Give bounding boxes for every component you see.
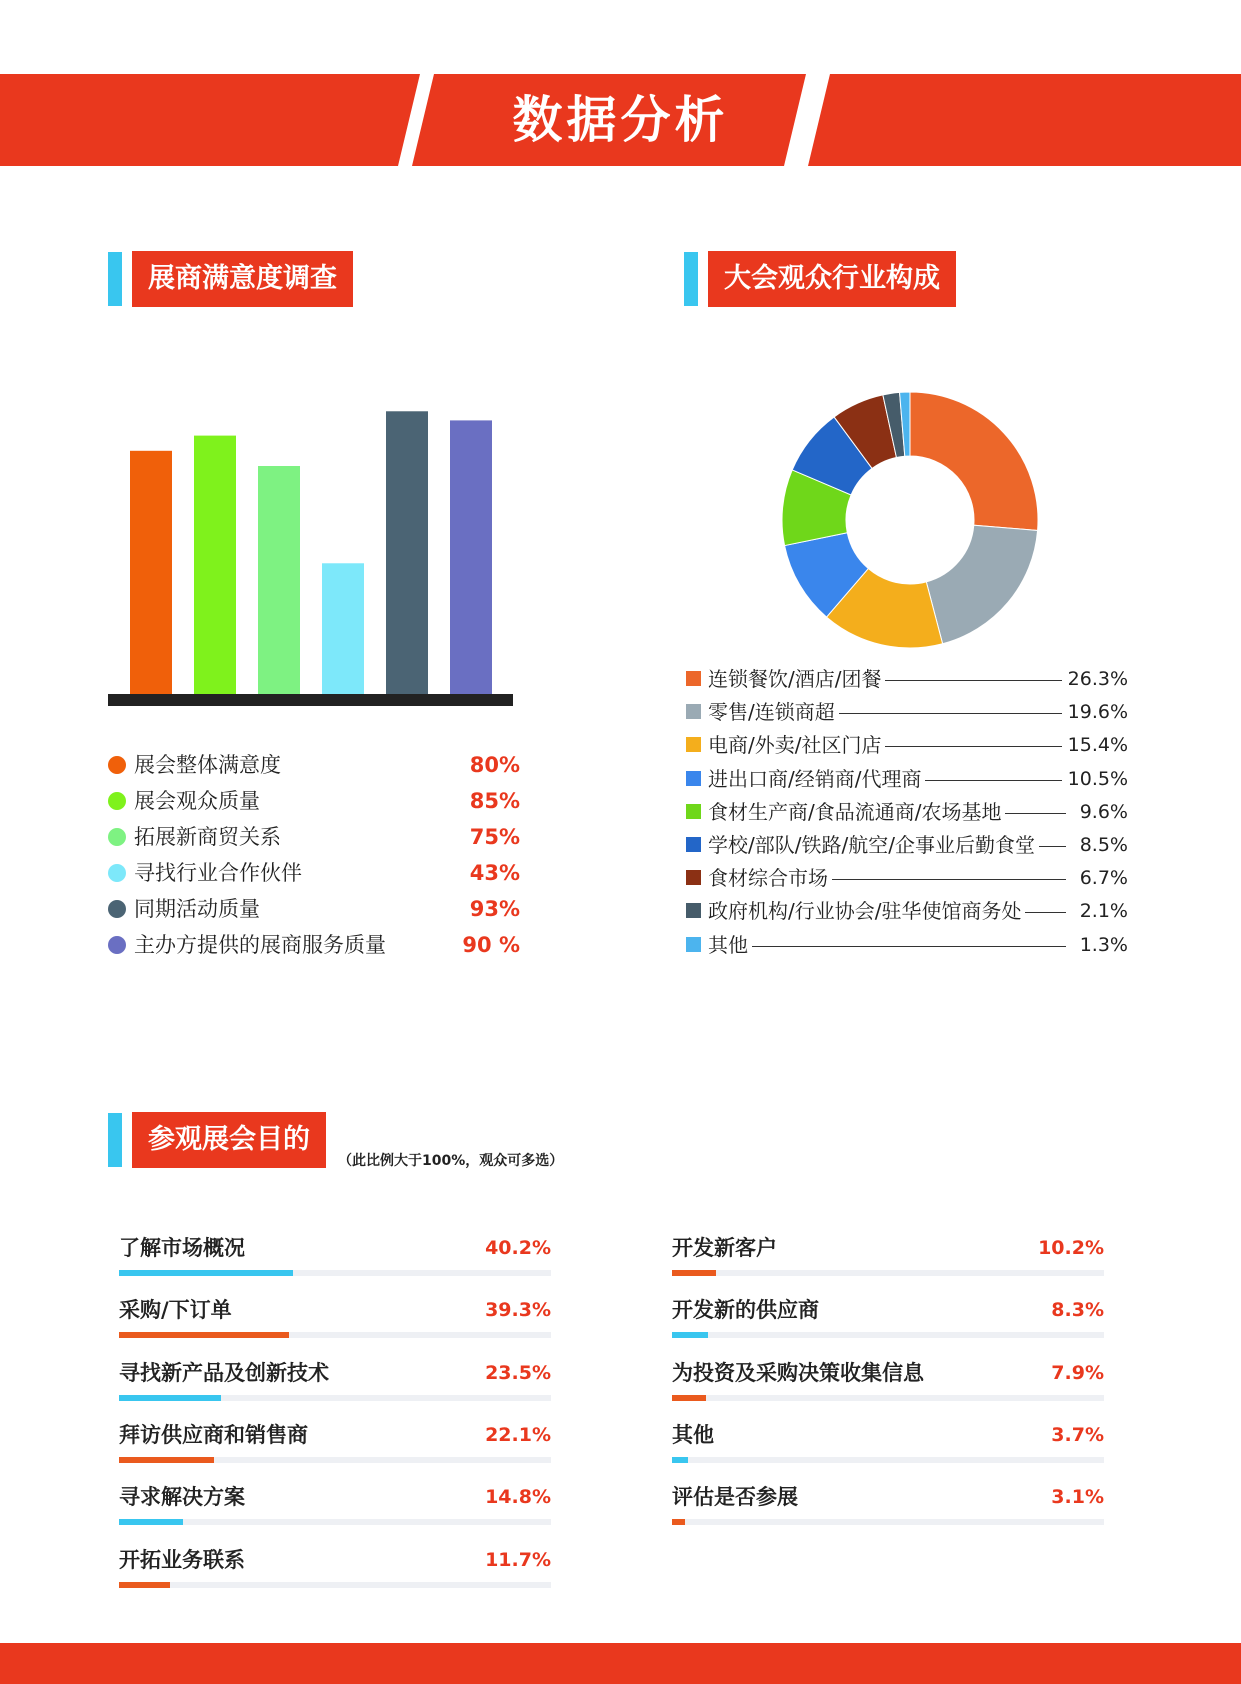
purpose-value: 3.7% [1051, 1423, 1104, 1446]
purpose-track [119, 1270, 551, 1276]
purpose-label: 开发新客户 [672, 1236, 777, 1260]
satisfaction-bar-chart [100, 380, 530, 710]
purpose-row [672, 1417, 1104, 1473]
purpose-bar [672, 1457, 688, 1463]
legend-swatch [686, 937, 701, 952]
purpose-label: 开拓业务联系 [119, 1547, 245, 1572]
legend-label: 寻找行业合作伙伴 [134, 861, 302, 885]
legend-row [108, 891, 528, 927]
legend-label: 展会整体满意度 [134, 753, 281, 777]
purpose-bar [672, 1519, 685, 1525]
audience-donut-chart [770, 380, 1050, 660]
purpose-label: 了解市场概况 [119, 1236, 245, 1260]
purpose-row [672, 1479, 1104, 1535]
purpose-row [672, 1230, 1104, 1286]
purpose-label: 拜访供应商和销售商 [119, 1422, 308, 1447]
legend-swatch [686, 804, 701, 819]
legend-dot [108, 756, 126, 774]
legend-row [108, 819, 528, 855]
purpose-bar [672, 1270, 716, 1276]
legend-row [686, 929, 1128, 962]
purpose-bar [119, 1457, 214, 1463]
purpose-track [119, 1395, 551, 1401]
bar-5 [386, 411, 428, 694]
purpose-track [119, 1519, 551, 1525]
legend-leader-line [716, 946, 1066, 947]
purpose-bar [119, 1519, 183, 1525]
bar-2 [194, 436, 236, 694]
purpose-bar [119, 1582, 170, 1588]
bar-6 [450, 420, 492, 694]
purpose-value: 23.5% [485, 1361, 551, 1384]
legend-value: 15.4% [1062, 729, 1128, 762]
legend-label: 拓展新商贸关系 [134, 825, 281, 849]
purpose-row [119, 1479, 551, 1535]
section-accent [108, 1113, 122, 1167]
legend-label: 其他 [708, 929, 752, 962]
legend-swatch [686, 837, 701, 852]
legend-value: 93% [469, 897, 520, 921]
purpose-bar [119, 1332, 289, 1338]
legend-label: 政府机构/行业协会/驻华使馆商务处 [708, 895, 1025, 928]
legend-label: 电商/外卖/社区门店 [708, 729, 885, 762]
legend-row [686, 763, 1128, 796]
section-title-satisfaction: 展商满意度调查 [132, 251, 353, 307]
purpose-row [119, 1417, 551, 1473]
purpose-bar [119, 1270, 293, 1276]
purpose-label: 采购/下订单 [119, 1298, 232, 1323]
legend-row [686, 796, 1128, 829]
purpose-label: 评估是否参展 [672, 1485, 798, 1510]
legend-value: 19.6% [1062, 696, 1128, 729]
purpose-value: 40.2% [485, 1237, 551, 1259]
legend-value: 75% [469, 825, 520, 849]
legend-label: 学校/部队/铁路/航空/企事业后勤食堂 [708, 829, 1039, 862]
legend-dot [108, 792, 126, 810]
legend-label: 食材生产商/食品流通商/农场基地 [708, 796, 1005, 829]
legend-value: 1.3% [1074, 929, 1128, 962]
legend-dot [108, 936, 126, 954]
legend-swatch [686, 870, 701, 885]
purpose-label: 寻找新产品及创新技术 [119, 1360, 329, 1385]
legend-swatch [686, 704, 701, 719]
purpose-track [672, 1270, 1104, 1276]
purpose-bar [672, 1395, 706, 1401]
purpose-track [119, 1582, 551, 1588]
legend-row [686, 729, 1128, 762]
legend-label: 连锁餐饮/酒店/团餐 [708, 663, 885, 696]
purpose-label: 开发新的供应商 [672, 1298, 819, 1323]
purpose-bar [672, 1332, 708, 1338]
purpose-value: 7.9% [1051, 1361, 1104, 1384]
purpose-row [119, 1542, 551, 1598]
legend-row [108, 747, 528, 783]
purpose-note: （此比例大于100%，观众可多选） [338, 1153, 564, 1169]
legend-swatch [686, 671, 701, 686]
legend-dot [108, 828, 126, 846]
legend-row [108, 783, 528, 819]
page-title: 数据分析 [512, 91, 729, 149]
legend-label: 食材综合市场 [708, 862, 832, 895]
legend-value: 26.3% [1062, 663, 1128, 696]
donut-slice-2 [926, 525, 1037, 644]
purpose-track [119, 1332, 551, 1338]
legend-dot [108, 900, 126, 918]
legend-swatch [686, 737, 701, 752]
purpose-row [119, 1230, 551, 1286]
purpose-track [672, 1519, 1104, 1525]
bar-1 [130, 451, 172, 694]
legend-value: 90 % [462, 933, 520, 957]
section-title-purpose: 参观展会目的 [132, 1112, 326, 1168]
legend-label: 同期活动质量 [134, 897, 260, 921]
legend-dot [108, 864, 126, 882]
legend-row [108, 855, 528, 891]
purpose-value: 3.1% [1051, 1486, 1104, 1509]
donut-slice-1 [910, 392, 1038, 530]
legend-value: 9.6% [1074, 796, 1128, 829]
legend-swatch [686, 903, 701, 918]
bar-3 [258, 466, 300, 694]
legend-label: 展会观众质量 [134, 789, 260, 813]
legend-label: 零售/连锁商超 [708, 696, 839, 729]
section-accent [108, 252, 122, 306]
legend-value: 80% [469, 753, 520, 777]
purpose-value: 22.1% [485, 1423, 551, 1446]
legend-row [686, 862, 1128, 895]
purpose-value: 11.7% [485, 1548, 551, 1571]
legend-row [108, 927, 528, 963]
purpose-row [672, 1355, 1104, 1411]
legend-row [686, 696, 1128, 729]
legend-label: 主办方提供的展商服务质量 [134, 933, 386, 957]
purpose-value: 14.8% [485, 1486, 551, 1509]
legend-label: 进出口商/经销商/代理商 [708, 763, 925, 796]
legend-value: 85% [469, 789, 520, 813]
x-axis-baseline [108, 694, 513, 706]
legend-value: 43% [469, 861, 520, 885]
purpose-label: 其他 [672, 1422, 714, 1447]
bar-4 [322, 563, 364, 694]
footer-bar [0, 1643, 1241, 1684]
legend-value: 10.5% [1062, 763, 1128, 796]
purpose-bar [119, 1395, 221, 1401]
legend-value: 2.1% [1074, 895, 1128, 928]
purpose-value: 39.3% [485, 1299, 551, 1322]
legend-row [686, 895, 1128, 928]
legend-swatch [686, 771, 701, 786]
legend-row [686, 829, 1128, 862]
purpose-track [119, 1457, 551, 1463]
section-title-audience: 大会观众行业构成 [708, 251, 956, 307]
purpose-row [672, 1292, 1104, 1348]
legend-value: 8.5% [1074, 829, 1128, 862]
legend-value: 6.7% [1074, 862, 1128, 895]
section-accent [684, 252, 698, 306]
purpose-row [119, 1292, 551, 1348]
purpose-track [672, 1332, 1104, 1338]
purpose-value: 8.3% [1051, 1299, 1104, 1322]
purpose-row [119, 1355, 551, 1411]
purpose-label: 为投资及采购决策收集信息 [672, 1360, 924, 1385]
purpose-track [672, 1395, 1104, 1401]
purpose-label: 寻求解决方案 [119, 1485, 245, 1510]
legend-row [686, 663, 1128, 696]
purpose-track [672, 1457, 1104, 1463]
purpose-value: 10.2% [1038, 1237, 1104, 1259]
